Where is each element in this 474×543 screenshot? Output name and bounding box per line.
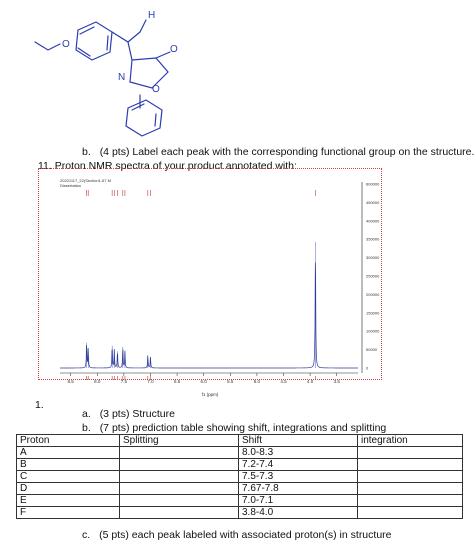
item-number: 1.: [35, 399, 44, 411]
question-b-label: b.: [82, 146, 91, 158]
sub-question-a: [82, 408, 175, 420]
cell-shift: 8.0-8.3: [239, 447, 358, 459]
peak-marks: [87, 242, 316, 368]
x-tick-label: 3.5: [333, 379, 340, 384]
header-splitting: Splitting: [120, 435, 239, 447]
sub-c-text: (5 pts) each peak labeled with associated proton(s) in structure: [99, 529, 392, 541]
nmr-spectrum: [38, 168, 382, 402]
o-label-carbonyl: O: [170, 44, 178, 55]
y-tick-label: 50000: [366, 347, 378, 353]
question-11: 11. Proton NMR spectra of your product annotated with:: [38, 160, 297, 172]
x-tick-label: 6.0: [200, 379, 207, 384]
sub-question-c: [82, 529, 392, 541]
x-tick-label: 8.5: [67, 379, 74, 384]
cell-splitting: [120, 447, 239, 459]
table-row: [17, 495, 463, 507]
h-label: H: [148, 10, 156, 21]
o-label-methoxy: O: [62, 39, 70, 50]
header-shift: Shift: [239, 435, 358, 447]
sub-a-text: (3 pts) Structure: [99, 408, 175, 420]
sub-c-label: c.: [82, 529, 91, 541]
x-tick-label: 4.5: [280, 379, 287, 384]
y-axis-labels: [366, 182, 380, 371]
benzene-ring-top: [76, 22, 112, 60]
o-label-ring: O: [152, 84, 160, 95]
x-tick-label: 6.5: [173, 379, 181, 384]
x-tick-label: 7.0: [147, 379, 154, 384]
cell-shift: 7.67-7.8: [239, 483, 358, 495]
y-tick-label: 200000: [366, 291, 380, 297]
x-tick-label: 8.0: [94, 379, 101, 384]
n-label: N: [118, 72, 126, 83]
cell-shift: 7.2-7.4: [239, 459, 358, 471]
table-row: [17, 471, 463, 483]
header-proton: Proton: [17, 435, 120, 447]
spectrum-header-1: 20221117_22(Section1-67 M: [60, 178, 111, 183]
cell-proton: B: [17, 459, 120, 471]
table-row: [17, 507, 463, 519]
cell-integration: [358, 459, 463, 471]
sub-a-label: a.: [82, 408, 91, 420]
vinyl-bond: [112, 32, 140, 42]
x-tick-label: 5.5: [227, 379, 234, 384]
cell-proton: D: [17, 483, 120, 495]
table-row: [17, 459, 463, 471]
y-tick-label: 400000: [366, 218, 380, 224]
x-axis-title: f1 (ppm): [201, 392, 219, 397]
header-integration: integration: [358, 435, 463, 447]
cell-splitting: [120, 507, 239, 519]
oxazolone-ring: [130, 58, 168, 88]
methoxy-bond: [35, 42, 60, 50]
y-tick-label: 350000: [366, 236, 380, 242]
table-row: [17, 483, 463, 495]
y-tick-label: 150000: [366, 310, 380, 316]
sub-b-text: (7 pts) prediction table showing shift, integrations and splitting: [99, 422, 387, 434]
sub-b-label: b.: [82, 422, 91, 434]
cell-proton: A: [17, 447, 120, 459]
y-tick-label: 600000: [366, 181, 380, 187]
cell-proton: F: [17, 507, 120, 519]
cell-shift: 7.5-7.3: [239, 471, 358, 483]
cell-proton: C: [17, 471, 120, 483]
y-tick-label: 300000: [366, 255, 380, 261]
peak-annotation-ticks: [87, 190, 316, 380]
cell-integration: [358, 507, 463, 519]
x-tick-label: 5.0: [253, 379, 261, 384]
x-axis-ticks: [68, 373, 341, 384]
y-tick-label: 250000: [366, 273, 380, 279]
sub-question-b: [82, 422, 386, 434]
cell-shift: 7.0-7.1: [239, 495, 358, 507]
question-b-text: (4 pts) Label each peak with the corresponding functional group on the structure.: [99, 146, 474, 158]
cell-proton: E: [17, 495, 120, 507]
x-tick-label: 4.0: [306, 379, 314, 384]
cell-splitting: [120, 483, 239, 495]
cell-integration: [358, 495, 463, 507]
benzene-ring-bottom: [126, 100, 162, 136]
table-header-row: [17, 435, 463, 447]
x-tick-label: 7.5: [120, 379, 127, 384]
y-tick-label: 0: [366, 365, 369, 371]
cell-shift: 3.8-4.0: [239, 507, 358, 519]
table-row: [17, 447, 463, 459]
cell-integration: [358, 483, 463, 495]
prediction-table: [16, 434, 463, 519]
cell-splitting: [120, 459, 239, 471]
cell-integration: [358, 447, 463, 459]
nmr-trace: [60, 263, 358, 368]
question-b: [82, 146, 474, 158]
hand-drawn-structure: [0, 0, 474, 140]
y-tick-label: 100000: [366, 328, 380, 334]
cell-splitting: [120, 495, 239, 507]
cell-splitting: [120, 471, 239, 483]
y-tick-label: 450000: [366, 199, 380, 205]
spectrum-header-2: Dissertation: [60, 183, 82, 188]
cell-integration: [358, 471, 463, 483]
